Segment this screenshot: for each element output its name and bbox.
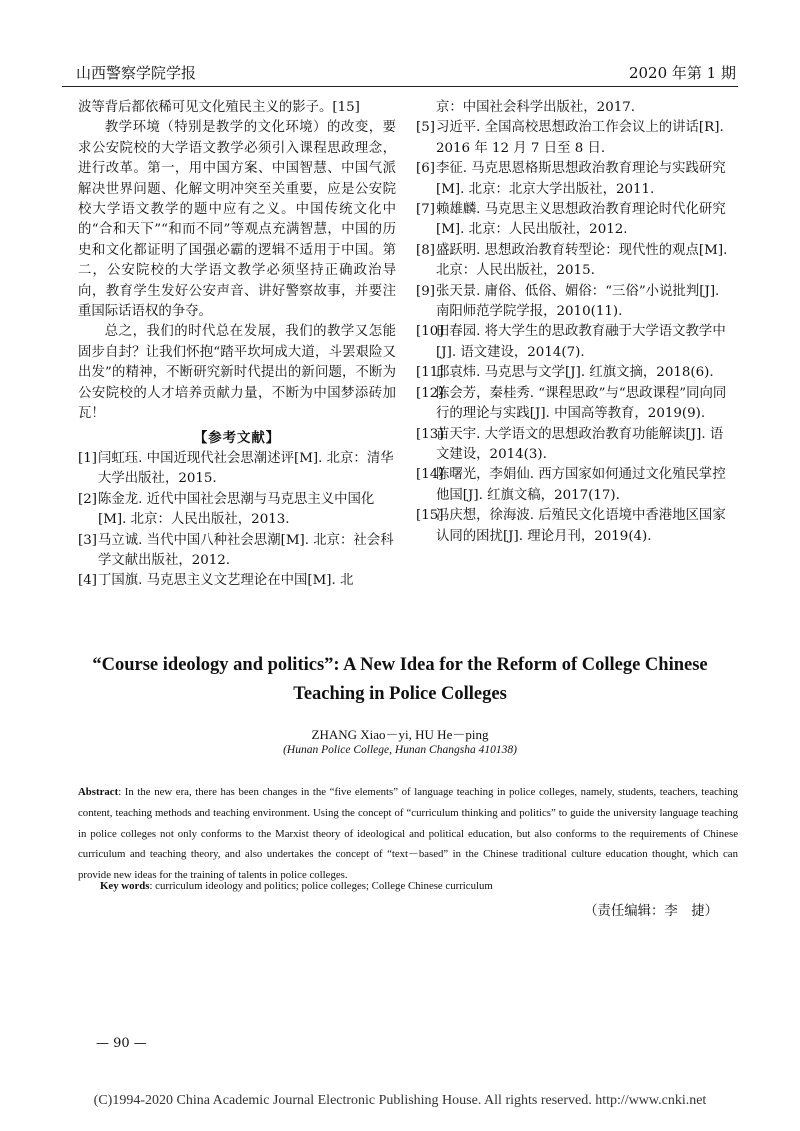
journal-name: 山西警察学院学报 xyxy=(76,64,197,82)
right-column xyxy=(416,98,734,547)
body-paragraph: 教学环境（特别是教学的文化环境）的改变，要求公安院校的大学语文教学必须引入课程思政理念，进行改革。第一，用中国方案、中国智慧、中国气派解决世界问题、化解文明冲突至关重要，应是公安院校大学语文教学的题中应有之义。中国传统文化中的“合和天下”“和而不同”等观点充满智慧，中国的历史和文化都证明了国强必霸的逻辑不适用于中国。第二，公安院校的大学语文教学必须坚持正确政治导向，教育学生发好公安声音、讲好警察故事，并要注重国际话语权的争夺。 xyxy=(78,120,396,320)
reference-text: 张天景. 庸俗、低俗、媚俗：“三俗”小说批判[J]. 南阳师范学院学报，2010(11). xyxy=(436,283,720,320)
page-number: — 90 — xyxy=(96,1036,147,1051)
reference-number: [14] xyxy=(416,467,444,483)
reference-item xyxy=(78,490,396,531)
reference-text: 赖雄麟. 马克思主义思想政治教育理论时代化研究[M]. 北京：人民出版社，2012. xyxy=(436,202,726,238)
reference-item xyxy=(416,159,734,200)
reference-number: [2] xyxy=(78,491,97,507)
reference-text: 盛跃明. 思想政治教育转型论：现代性的观点[M]. 北京：人民出版社，2015. xyxy=(436,242,728,279)
reference-number: [10] xyxy=(416,324,444,340)
reference-list xyxy=(416,118,734,547)
reference-number: [11] xyxy=(416,365,444,381)
reference-text: 丁国旗. 马克思主义文艺理论在中国[M]. 北 xyxy=(98,573,354,589)
reference-item xyxy=(416,363,734,383)
reference-number: [6] xyxy=(416,161,435,177)
english-affiliation: (Hunan Police College, Hunan Changsha 410138) xyxy=(283,744,517,756)
copyright-footer: (C)1994-2020 China Academic Journal Electronic Publishing House. All rights reserved. http://www.cnki.net xyxy=(93,1093,707,1108)
reference-number: [9] xyxy=(416,283,435,299)
reference-text: 马立诚. 当代中国八种社会思潮[M]. 北京：社会科学文献出版社，2012. xyxy=(98,532,394,568)
reference-item xyxy=(416,465,734,506)
reference-item xyxy=(416,384,734,425)
reference-item xyxy=(416,322,734,363)
responsible-editor: （责任编辑：李 捷） xyxy=(584,904,718,919)
reference-number: [4] xyxy=(78,573,97,589)
references-heading: 【参考文献】 xyxy=(193,429,281,446)
keywords-text: : curriculum ideology and politics; police colleges; College Chinese curriculum xyxy=(149,880,493,892)
left-column xyxy=(78,98,396,592)
issue-label: 2020 年第 1 期 xyxy=(628,64,736,82)
english-keywords xyxy=(100,880,738,892)
english-authors: ZHANG Xiao－yi, HU He－ping xyxy=(311,727,489,742)
reference-continuation: 京：中国社会科学出版社，2017. xyxy=(436,100,636,115)
reference-item xyxy=(416,282,734,323)
keywords-label: Key words xyxy=(100,880,150,892)
reference-item xyxy=(78,571,396,591)
reference-number: [3] xyxy=(78,532,97,548)
reference-number: [13] xyxy=(416,426,444,442)
reference-item xyxy=(416,241,734,282)
reference-text: 冯庆想，徐海波. 后殖民文化语境中香港地区国家认同的困扰[J]. 理论月刊，2019(4). xyxy=(436,508,726,544)
body-paragraph: 总之，我们的时代总在发展，我们的教学又怎能固步自封？让我们怀抱“踏平坎坷成大道，斗罢艰险又出发”的精神，不断研究新时代提出的新问题，不断为公安院校的人才培养贡献力量，不断为中国梦添砖加瓦！ xyxy=(78,324,396,422)
reference-text: 田春园. 将大学生的思政教育融于大学语文教学中[J]. 语文建设，2014(7). xyxy=(436,324,726,360)
abstract-text: : In the new era, there has been changes in the “five elements” of language teaching in police colleges, namely, students, teachers, teaching content, teaching methods and teaching environment. Using the concept of “curriculum thinking and politics” to guide the university language teaching in police colleges not only conforms to the Marxist theory of ideological and political education, but also conforms to the requirements of Chinese curriculum and teaching theory, and also undertakes the concept of “text－based” in the Chinese traditional culture education thought, which can provide new ideas for the training of talents in police colleges. xyxy=(78,786,738,882)
reference-text: 习近平. 全国高校思想政治工作会议上的讲话[R]. 2016 年 12 月 7 日至 8 日. xyxy=(436,120,724,156)
reference-text: 陈曙光，李娟仙. 西方国家如何通过文化殖民掌控他国[J]. 红旗文稿，2017(17). xyxy=(436,467,726,503)
reference-list xyxy=(78,449,396,592)
english-title: “Course ideology and politics”: A New Idea for the Reform of College Chinese Teaching in Police Colleges xyxy=(92,655,708,704)
reference-number: [8] xyxy=(416,242,435,258)
reference-number: [5] xyxy=(416,120,435,136)
reference-text: 陈金龙. 近代中国社会思潮与马克思主义中国化[M]. 北京：人民出版社，2013. xyxy=(98,491,375,528)
reference-number: [7] xyxy=(416,202,435,218)
reference-number: [12] xyxy=(416,385,444,401)
reference-text: 苗天宇. 大学语文的思想政治教育功能解读[J]. 语文建设，2014(3). xyxy=(436,426,724,462)
reference-text: 邱袁炜. 马克思与文学[J]. 红旗文摘，2018(6). xyxy=(436,365,714,381)
reference-number: [15] xyxy=(416,508,444,524)
reference-item xyxy=(416,118,734,159)
english-abstract xyxy=(78,782,738,886)
reference-text: 李征. 马克思恩格斯思想政治教育理论与实践研究[M]. 北京：北京大学出版社，2011. xyxy=(436,161,726,197)
body-paragraph: 波等背后都依稀可见文化殖民主义的影子。[15] xyxy=(78,100,360,115)
reference-item xyxy=(416,506,734,547)
reference-text: 陈会芳，秦桂秀. “课程思政”与“思政课程”同向同行的理论与实践[J]. 中国高等教育，2019(9). xyxy=(436,385,727,422)
reference-item xyxy=(416,425,734,466)
reference-number: [1] xyxy=(78,450,97,466)
reference-text: 闫虹珏. 中国近现代社会思潮述评[M]. 北京：清华大学出版社，2015. xyxy=(98,450,394,487)
abstract-label: Abstract xyxy=(78,786,119,798)
running-header xyxy=(62,58,738,87)
reference-item xyxy=(78,531,396,572)
reference-item xyxy=(78,449,396,490)
reference-item xyxy=(416,200,734,241)
